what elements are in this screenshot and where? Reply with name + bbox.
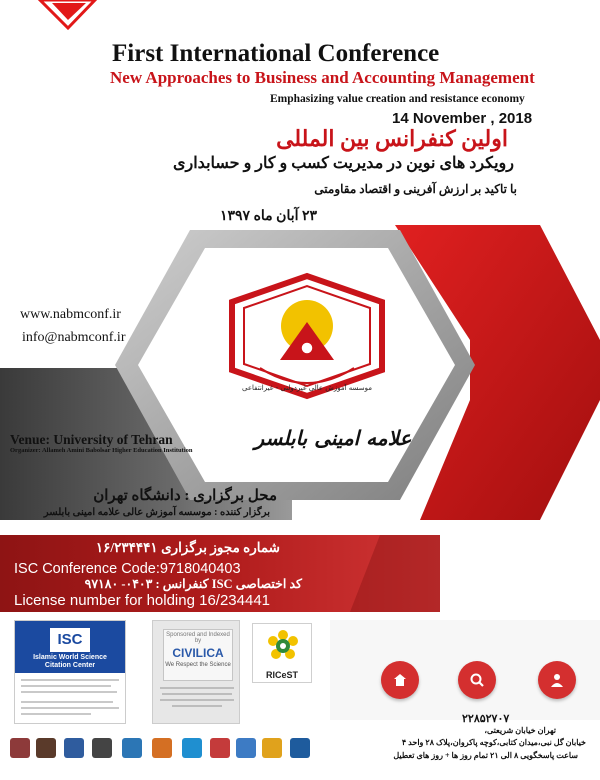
- conference-subtitle-en: New Approaches to Business and Accounting Management: [110, 68, 535, 87]
- conference-title-en: First International Conference: [112, 40, 440, 67]
- civilica-name: CIVILICA: [172, 646, 224, 660]
- conference-title-fa: اولین کنفرانس بین المللی: [276, 126, 508, 151]
- license-number-fa: شماره مجوز برگزاری ۱۶/۲۳۴۴۴۱: [95, 540, 280, 555]
- organizer-en: Organizer: Allameh Amini Babolsar Higher Education Institution: [10, 447, 193, 454]
- address-line-2: خیابان گل نبی،میدان کتابی،کوچه پاکروان،پلاک ۲۸ واحد ۴: [401, 738, 586, 747]
- logo-ring-text: موسسه آموزش عالی غیردولتی - غیرانتفاعی: [242, 384, 372, 392]
- license-number-en: License number for holding 16/234441: [14, 592, 271, 609]
- ricest-name: RICeST: [265, 670, 298, 680]
- user-icon: [549, 672, 565, 688]
- venue-en: Venue: University of Tehran: [10, 432, 173, 447]
- isc-text-placeholder: [21, 707, 119, 709]
- isc-badge-header: [15, 621, 125, 673]
- isc-logo: ISC: [50, 628, 90, 652]
- conference-emphasis-fa: با تاکید بر ارزش آفرینی و اقتصاد مقاومتی: [314, 182, 517, 196]
- civilica-sponsor-text: Sponsored and Indexed by: [166, 632, 230, 644]
- partner-logo: [152, 738, 172, 758]
- partner-logo: [290, 738, 310, 758]
- phone-number: ۲۲۸۵۲۷۰۷: [462, 713, 510, 725]
- search-button[interactable]: [458, 661, 496, 699]
- email-link[interactable]: info@nabmconf.ir: [22, 330, 126, 345]
- venue-fa: محل برگزاری : دانشگاه تهران: [93, 488, 277, 504]
- isc-code-en: ISC Conference Code:9718040403: [14, 561, 241, 577]
- user-button[interactable]: [538, 661, 576, 699]
- isc-name-line-2: Citation Center: [44, 662, 96, 669]
- isc-text-placeholder: [21, 691, 117, 693]
- civilica-tagline: We Respect the Science: [165, 662, 231, 668]
- ricest-badge[interactable]: [252, 623, 312, 683]
- partner-logo: [182, 738, 202, 758]
- civilica-text-placeholder: [160, 699, 234, 701]
- conference-emphasis-en: Emphasizing value creation and resistance economy: [270, 93, 525, 105]
- civilica-text-placeholder: [160, 687, 234, 689]
- address-line-3: ساعت پاسخگویی ۸ الی ۲۱ تمام روز ها + روز های تعطیل: [393, 751, 578, 760]
- partner-logo: [262, 738, 282, 758]
- isc-text-placeholder: [21, 679, 119, 681]
- isc-badge-name: [15, 654, 125, 670]
- partner-logo: [210, 738, 230, 758]
- isc-text-placeholder: [21, 713, 91, 715]
- isc-text-placeholder: [21, 685, 111, 687]
- partner-logo: [64, 738, 84, 758]
- partner-logo: [10, 738, 30, 758]
- institute-logo: [212, 272, 402, 412]
- partner-logo: [36, 738, 56, 758]
- partner-logo: [122, 738, 142, 758]
- civilica-text-placeholder: [162, 693, 232, 695]
- civilica-text-placeholder: [172, 705, 222, 707]
- civilica-header: [163, 629, 233, 681]
- conference-date-fa: ۲۳ آبان ماه ۱۳۹۷: [220, 209, 318, 224]
- organizer-fa: برگزار کننده : موسسه آموزش عالی علامه امینی بابلسر: [43, 507, 270, 518]
- isc-text-placeholder: [21, 701, 113, 703]
- isc-code-fa: کد اختصاصی ISC کنفرانس : ۰۴۰۳- ۹۷۱۸۰: [84, 577, 302, 591]
- search-icon: [469, 672, 485, 688]
- isc-badge[interactable]: [14, 620, 126, 724]
- address-line-1: تهران خیابان شریعتی،: [484, 726, 556, 735]
- institute-signature: علامه امینی بابلسر: [254, 426, 412, 450]
- conference-subtitle-fa: رویکرد های نوین در مدیریت کسب و کار و حسابداری: [172, 155, 514, 172]
- home-button[interactable]: [381, 661, 419, 699]
- partner-logo: [92, 738, 112, 758]
- isc-name-line-1: Islamic World Science: [33, 654, 107, 661]
- home-icon: [392, 672, 408, 688]
- partner-logo: [236, 738, 256, 758]
- conference-date-en: 14 November , 2018: [392, 110, 533, 127]
- ricest-flower-icon: [265, 628, 301, 664]
- civilica-badge[interactable]: [152, 620, 240, 724]
- website-link[interactable]: www.nabmconf.ir: [20, 307, 121, 322]
